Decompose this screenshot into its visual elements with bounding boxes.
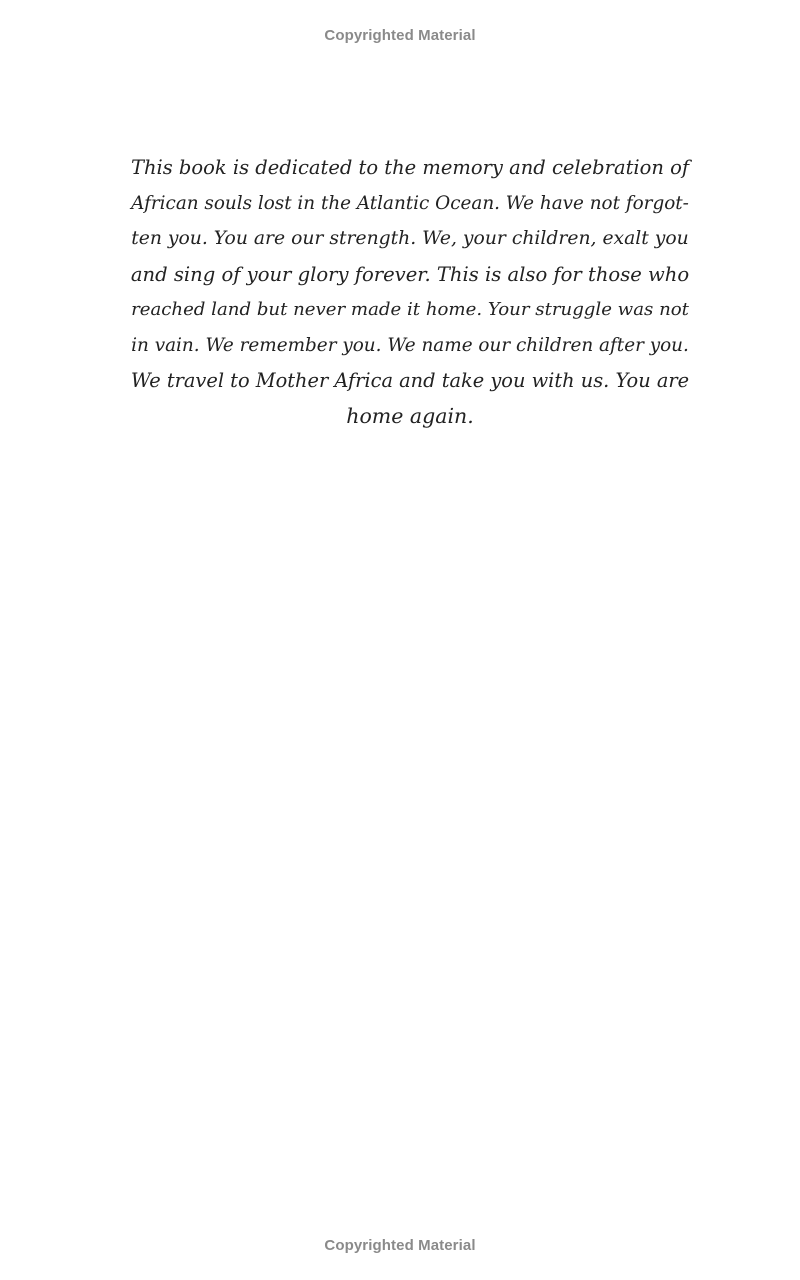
copyright-watermark-bottom: Copyrighted Material <box>324 1237 476 1254</box>
dedication-text <box>128 150 692 434</box>
dedication-line: home again. <box>346 403 474 428</box>
dedication-line: in vain. We remember you. We name our children after you. <box>131 334 689 356</box>
dedication-line: and sing of your glory forever. This is also for those who <box>130 262 690 286</box>
dedication-line: African souls lost in the Atlantic Ocean. We have not forgot- <box>131 192 689 214</box>
dedication-line: We travel to Mother Africa and take you with us. You are <box>130 369 690 392</box>
copyright-watermark-top: Copyrighted Material <box>324 27 476 44</box>
dedication-line: reached land but never made it home. Your struggle was not <box>131 299 689 320</box>
dedication-line: This book is dedicated to the memory and celebration of <box>130 156 690 179</box>
dedication-line: ten you. You are our strength. We, your children, exalt you <box>131 228 689 249</box>
